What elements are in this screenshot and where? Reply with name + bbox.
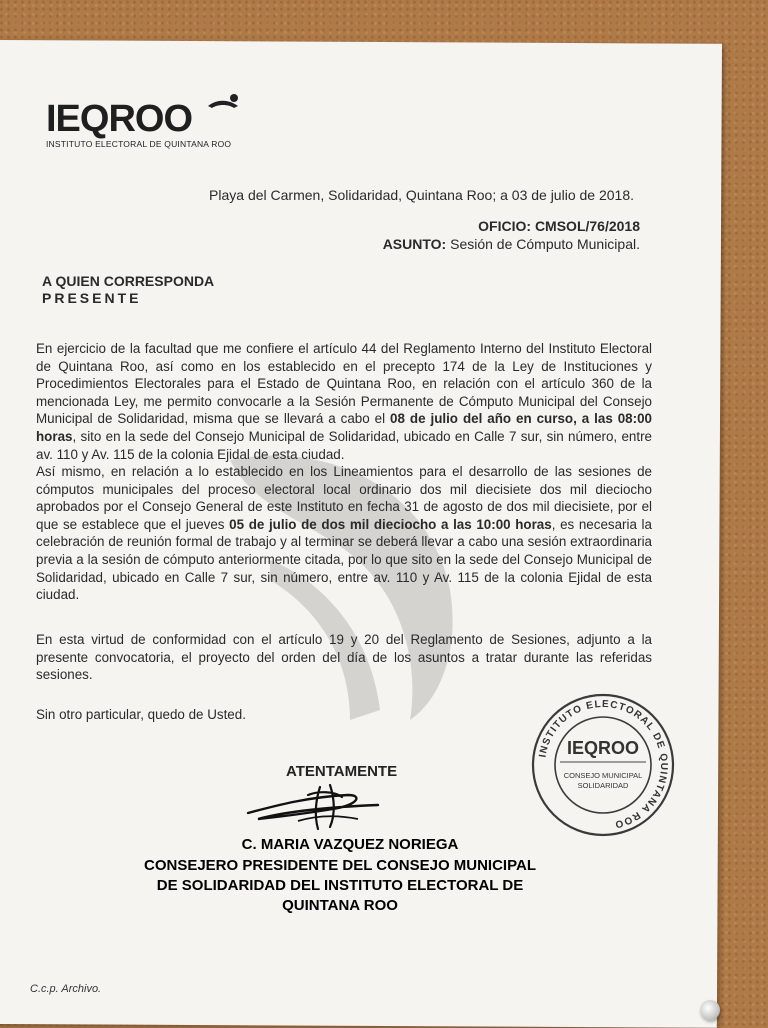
signer-title bbox=[120, 856, 560, 916]
ccp-note: C.c.p. Archivo. bbox=[30, 983, 102, 995]
official-stamp bbox=[528, 690, 678, 840]
addressee: A QUIEN CORRESPONDA bbox=[42, 273, 215, 289]
stamp-line-1: CONSEJO MUNICIPAL bbox=[563, 771, 643, 780]
logo-subtitle: INSTITUTO ELECTORAL DE QUINTANA ROO bbox=[46, 139, 232, 149]
p1-text-bold: 08 de julio del año en curso, a las 08:00 horas bbox=[36, 411, 652, 444]
logo-wordmark: IEQROO bbox=[46, 98, 193, 140]
oficio-label: OFICIO: bbox=[478, 218, 532, 234]
asunto-value: Sesión de Cómputo Municipal. bbox=[450, 236, 640, 252]
handwritten-signature bbox=[238, 775, 388, 835]
closing-line: Sin otro particular, quedo de Usted. bbox=[36, 707, 246, 722]
signer-title-line-2: DE SOLIDARIDAD DEL INSTITUTO ELECTORAL DE bbox=[156, 877, 524, 894]
p2-text-b: , es necesaria la celebración de reunión formal de trabajo y al terminar se deberá llevar a cabo una sesión extraordinaria previa a la sesión de cómputo anteriormente citada, por lo que sito en la sede del Consejo Municipal de Solidaridad, ubicado en Calle 7 sur, sin número, entre av. 110 y Av. 115 de la colonia Ejidal de esta ciudad. bbox=[36, 516, 652, 603]
ieqroo-logo bbox=[46, 100, 231, 149]
p1-text-b: , sito en la sede del Consejo Municipal de Solidaridad, ubicado en Calle 7 sur, sin número, entre av. 110 y Av. 115 de la colonia Ejidal de esta ciudad. bbox=[36, 428, 652, 462]
asunto-line bbox=[300, 236, 640, 254]
signer-title-line-1: CONSEJERO PRESIDENTE DEL CONSEJO MUNICIPAL bbox=[143, 857, 536, 874]
paragraph-3: En esta virtud de conformidad con el artículo 19 y 20 del Reglamento de Sesiones, adjunto a la presente convocatoria, el proyecto del orden del día de los asuntos a tratar durante las referidas sesiones. bbox=[36, 632, 652, 683]
date-line: Playa del Carmen, Solidaridad, Quintana Roo; a 03 de julio de 2018. bbox=[209, 187, 634, 203]
paragraph-1 bbox=[36, 340, 652, 463]
oficio-value: CMSOL/76/2018 bbox=[534, 218, 640, 234]
p2-text-bold: 05 de julio de dos mil dieciocho a las 10:00 horas bbox=[229, 516, 552, 532]
atentamente: ATENTAMENTE bbox=[286, 763, 398, 780]
stamp-ring-text: INSTITUTO ELECTORAL DE QUINTANA ROO bbox=[537, 698, 670, 830]
paragraph-2 bbox=[36, 463, 652, 604]
presente: PRESENTE bbox=[42, 290, 142, 306]
asunto-label: ASUNTO: bbox=[382, 236, 447, 252]
p2-text-a: Así mismo, en relación a lo establecido en los Lineamientos para el desarrollo de las sesiones de cómputos municipales del proceso electoral local ordinario dos mil diecisiete dos mil dieciocho aprobados por el Consejo General de este Instituto en fecha 31 de agosto de dos mil diecisiete, por el que se establece que el jueves bbox=[36, 464, 652, 532]
pushpin-bottom-right bbox=[700, 1000, 720, 1020]
oficio-line bbox=[300, 218, 640, 236]
p1-text-a: En ejercicio de la facultad que me confiere el artículo 44 del Reglamento Interno del Instituto Electoral de Quintana Roo, así como en los establecido en el precepto 174 de la Ley de Instituciones y Procedimientos Electorales para el Estado de Quintana Roo, en relación con el artículo 360 de la mencionada Ley, me permito convocarle a la Sesión Permanente de Cómputo Municipal del Consejo Municipal de Solidaridad, misma que se llevará a cabo el bbox=[36, 341, 652, 427]
stamp-line-2: SOLIDARIDAD bbox=[577, 781, 629, 790]
signer-name: C. MARIA VAZQUEZ NORIEGA bbox=[241, 836, 459, 853]
stamp-logo: IEQROO bbox=[566, 738, 640, 758]
logo-figure-icon bbox=[204, 92, 244, 122]
signer-title-line-3: QUINTANA ROO bbox=[282, 897, 398, 914]
